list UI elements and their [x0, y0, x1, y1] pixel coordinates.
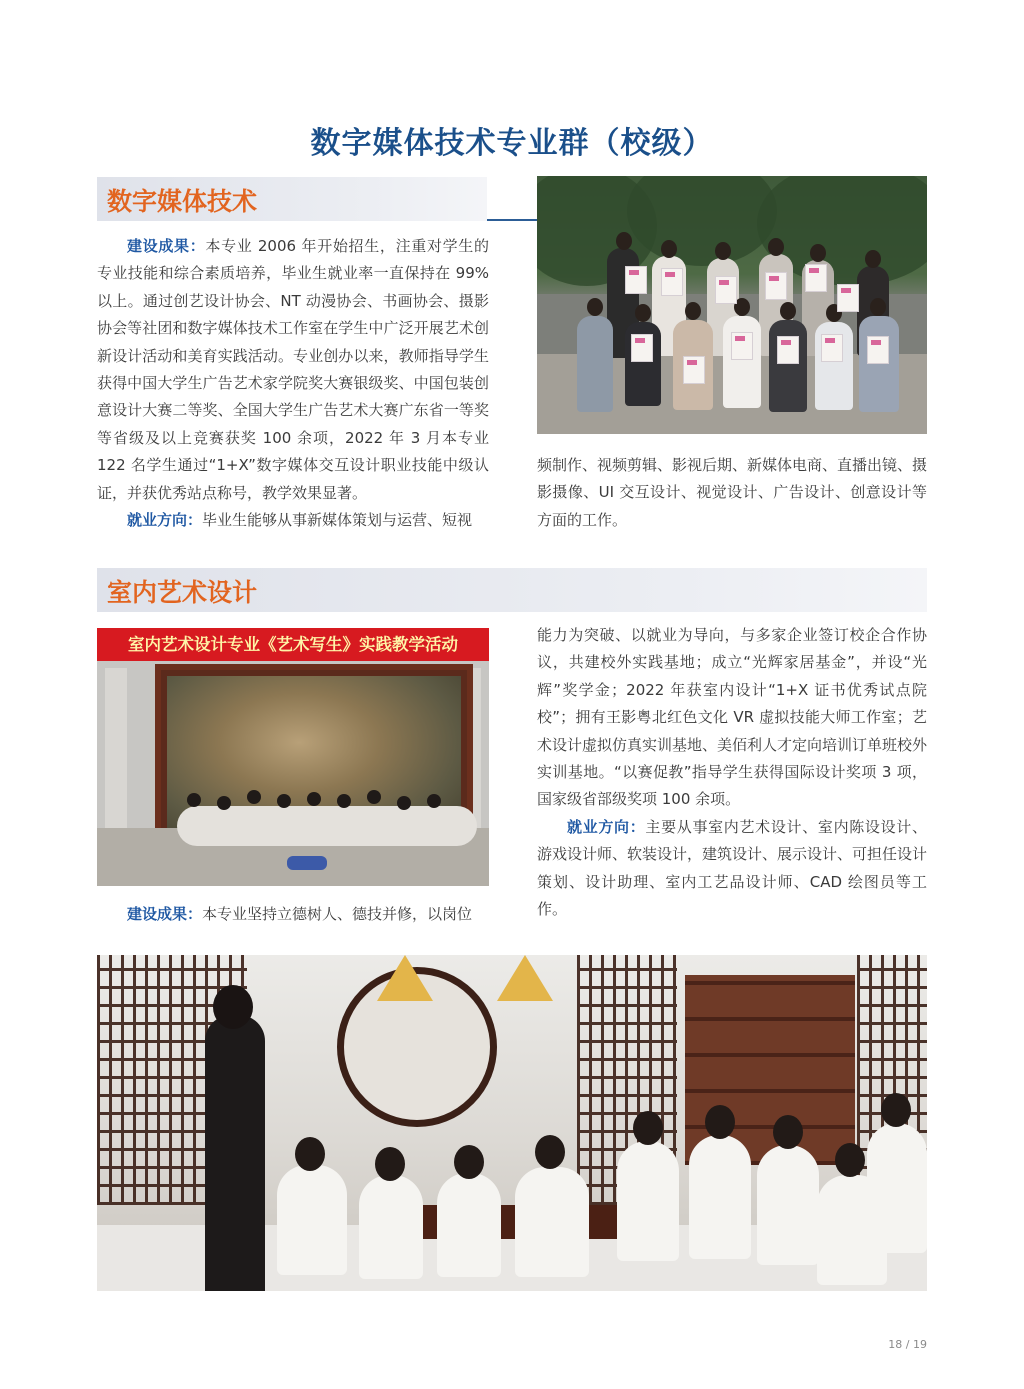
build-results-label: 建设成果：: [127, 237, 206, 255]
section-heading: 室内艺术设计: [107, 578, 258, 607]
build-results-paragraph: [97, 233, 489, 507]
career-direction-label: 就业方向：: [127, 511, 203, 530]
build-results-text: 本专业坚持立德树人、德技并修，以岗位: [202, 905, 473, 923]
build-results-label: 建设成果：: [127, 905, 203, 923]
build-results-continued: 能力为突破、以就业为导向，与多家企业签订校企合作协议，共建校外实践基地；成立“光辉家居基金”，并设“光辉”奖学金；2022 年获室内设计“1+X 证书优秀试点院校”；拥有王影粤北红色文化 VR 虚拟技能大师工作室；艺术设计虚拟仿真实训基地、美佰利人才定向培训订单班校外实训基地。“以赛促教”指导学生获得国际设计奖项 3 项，国家级省部级奖项 100 余项。: [537, 626, 928, 809]
career-direction-label: 就业方向：: [567, 817, 646, 836]
page-title: 数字媒体技术专业群（校级）: [310, 126, 714, 161]
career-direction-text: 毕业生能够从事新媒体策划与运营、短视: [202, 511, 473, 530]
career-direction-continued: 频制作、视频剪辑、影视后期、新媒体电商、直播出镜、摄影摄像、UI 交互设计、视觉设计、广告设计、创意设计等方面的工作。: [537, 456, 928, 529]
group-certificate-photo: [537, 176, 927, 434]
activity-banner: 室内艺术设计专业《艺术写生》实践教学活动: [97, 628, 489, 661]
interior-classroom-photo: [97, 955, 927, 1291]
art-sketch-activity-photo: [97, 628, 489, 886]
career-direction-text: 主要从事室内艺术设计、室内陈设设计、游戏设计师、软装设计，建筑设计、展示设计、可担任设计策划、设计助理、室内工艺品设计师、CAD 绘图员等工作。: [537, 817, 928, 919]
career-direction-paragraph: [97, 507, 489, 534]
section2-left-column: [97, 901, 489, 928]
section2-right-column: [537, 622, 927, 923]
section1-left-column: [97, 233, 489, 534]
build-results-text: 本专业 2006 年开始招生，注重对学生的专业技能和综合素质培养，毕业生就业率一直保持在 99% 以上。通过创艺设计协会、NT 动漫协会、书画协会、摄影协会等社团和数字媒体技术工作室在学生中广泛开展艺术创新设计活动和美育实践活动。专业创办以来，教师指导学生获得中国大学生广告艺术家学院奖大赛银级奖、中国包装创意设计大赛二等奖、全国大学生广告艺术大赛广东省一等奖等省级及以上竞赛获奖 100 余项，2022 年 3 月本专业 122 名学生通过“1+X”数字媒体交互设计职业技能中级认证，并获优秀站点称号，教学效果显著。: [97, 237, 489, 502]
section-header-interior-design: [97, 568, 927, 612]
build-results-paragraph: [97, 901, 489, 928]
section1-right-column: [537, 452, 927, 534]
page-number: 18 / 19: [888, 1338, 927, 1351]
career-direction-paragraph: [537, 814, 927, 924]
section-heading: 数字媒体技术: [107, 187, 258, 216]
